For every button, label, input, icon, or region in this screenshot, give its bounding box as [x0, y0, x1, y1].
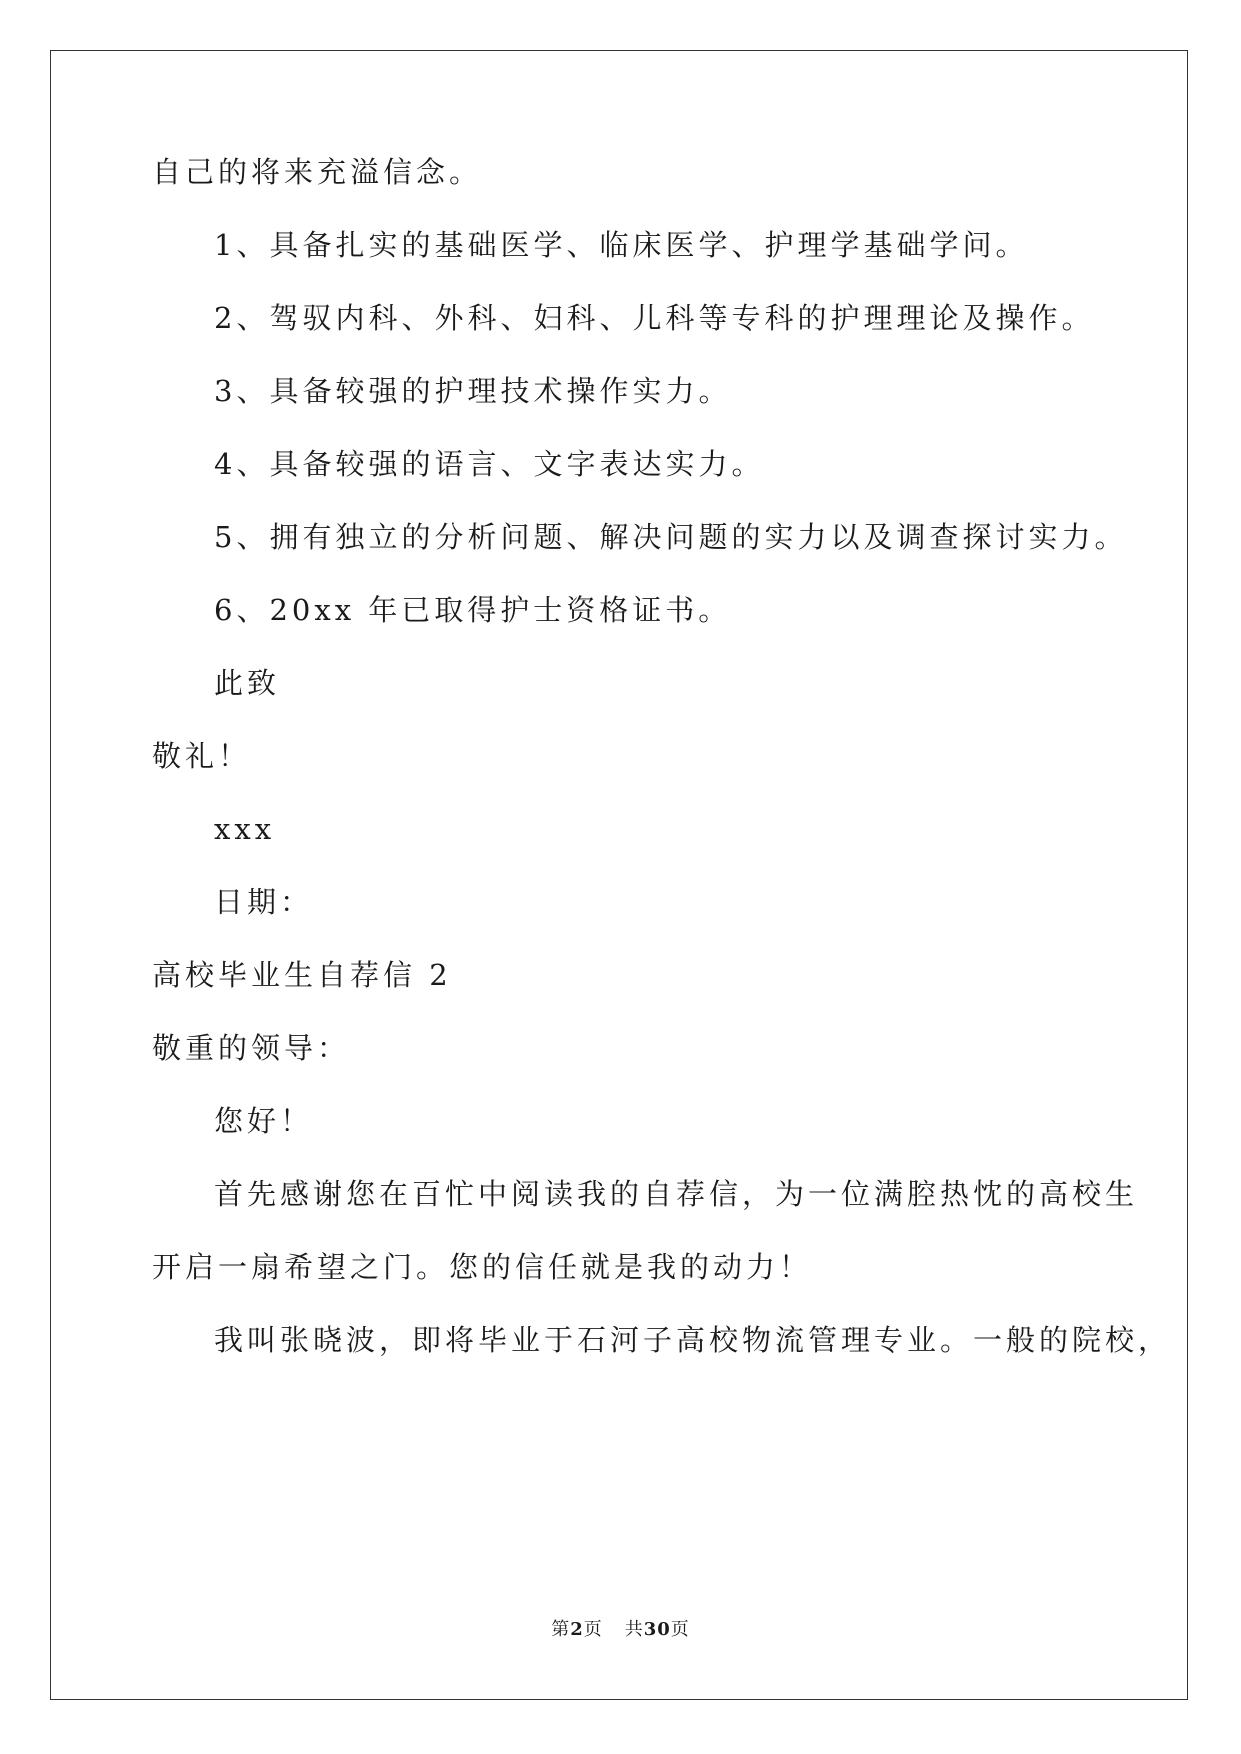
total-pages: 30 — [643, 1619, 671, 1640]
page-footer — [0, 1618, 1241, 1642]
total-prefix: 共 — [624, 1619, 644, 1640]
greeting-hello: 您好！ — [214, 1104, 314, 1138]
page-prefix: 第 — [551, 1619, 571, 1640]
list-item: 6、20xx 年已取得护士资格证书。 — [214, 593, 732, 627]
closing-phrase: 此致 — [214, 666, 281, 700]
section-title: 高校毕业生自荐信 2 — [152, 958, 452, 992]
paragraph-line: 首先感谢您在百忙中阅读我的自荐信，为一位满腔热忱的高校生 — [214, 1177, 1139, 1211]
list-item: 2、驾驭内科、外科、妇科、儿科等专科的护理理论及操作。 — [214, 301, 1095, 335]
list-item: 4、具备较强的语言、文字表达实力。 — [214, 447, 765, 481]
total-suffix: 页 — [670, 1619, 690, 1640]
paragraph-line: 我叫张晓波，即将毕业于石河子高校物流管理专业。一般的院校， — [214, 1323, 1172, 1357]
page-number: 2 — [570, 1619, 584, 1640]
date-line: 日期： — [214, 885, 314, 919]
list-item: 5、拥有独立的分析问题、解决问题的实力以及调查探讨实力。 — [214, 520, 1128, 554]
greeting: 敬重的领导： — [152, 1031, 351, 1065]
page-suffix: 页 — [583, 1619, 603, 1640]
signature: xxx — [214, 812, 276, 846]
list-item: 1、具备扎实的基础医学、临床医学、护理学基础学问。 — [214, 228, 1029, 262]
text-line: 自己的将来充溢信念。 — [152, 155, 483, 189]
list-item: 3、具备较强的护理技术操作实力。 — [214, 374, 732, 408]
salutation: 敬礼！ — [152, 739, 252, 773]
paragraph-line: 开启一扇希望之门。您的信任就是我的动力！ — [152, 1250, 813, 1284]
